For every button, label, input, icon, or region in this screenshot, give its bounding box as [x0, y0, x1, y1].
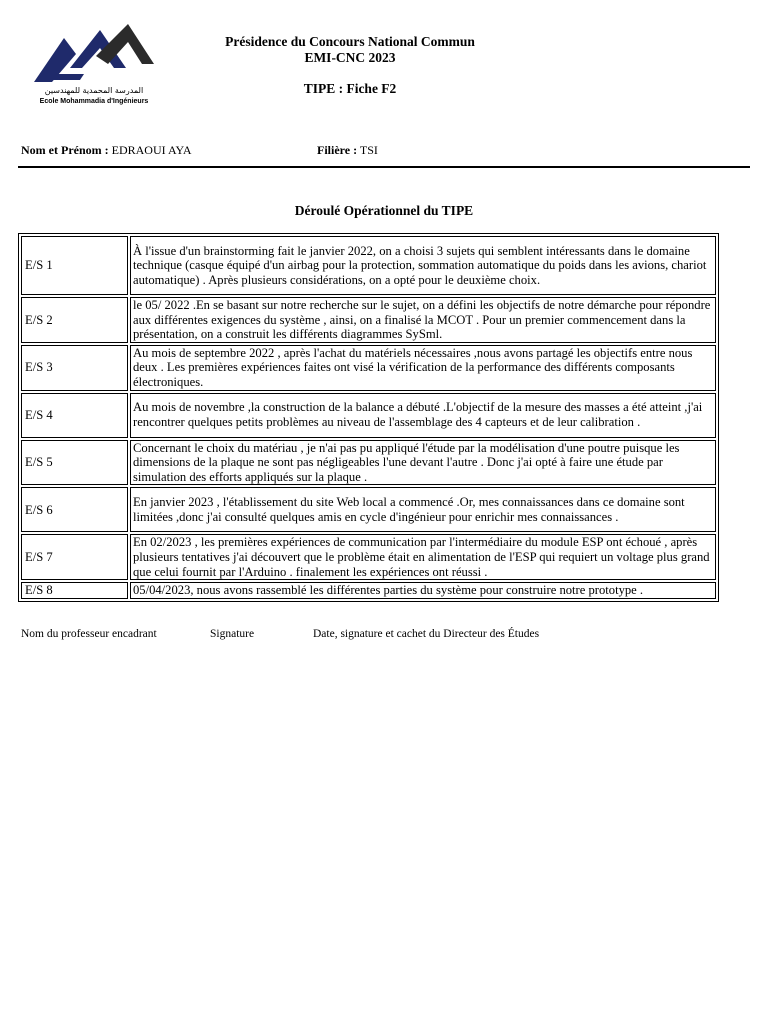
row-text: En janvier 2023 , l'établissement du site Web local a commencé .Or, mes connaissances dans ce domaine sont limitées ,donc j'ai consulté quelques amis en cycle d'ingénieur pour enrichir mes connaissances . — [130, 487, 716, 532]
footer-professor-label: Nom du professeur encadrant — [21, 628, 157, 640]
row-label: E/S 8 — [21, 582, 128, 599]
footer-signature-label: Signature — [210, 628, 255, 640]
logo-french-text: Ecole Mohammadia d'Ingénieurs — [39, 98, 149, 105]
row-text: Au mois de septembre 2022 , après l'achat du matériels nécessaires ,nous avons partagé les objectifs entre nous deux . Les premières expériences faites ont visé la vérification de la performance des différents composants électroniques. — [130, 345, 716, 391]
row-text: Concernant le choix du matériau , je n'ai pas pu appliqué l'étude par la modélisation d'une poutre puisque les dimensions de la plaque ne sont pas négligeables l'une devant l'autre . Donc j'ai opté à faire une étude par simulation des efforts appliqués sur la plaque . — [130, 440, 716, 486]
footer-director-label: Date, signature et cachet du Directeur des Études — [313, 628, 540, 640]
header-form-title: TIPE : Fiche F2 — [303, 81, 397, 96]
emi-logo-icon — [30, 24, 156, 86]
operations-table — [18, 233, 719, 602]
header-divider — [18, 166, 750, 168]
row-label: E/S 6 — [21, 487, 128, 532]
table-row — [21, 534, 716, 580]
school-logo — [26, 22, 158, 112]
row-label: E/S 1 — [21, 236, 128, 295]
table-row — [21, 236, 716, 295]
row-label: E/S 3 — [21, 345, 128, 391]
row-text: En 02/2023 , les premières expériences de communication par l'intermédiaire du module ESP ont échoué , après plusieurs tentatives j'ai découvert que le problème était en alimentation de l'ESP qui requiert un voltage plus grand que celui fournit par l'Arduino . finalement les expériences ont réussi . — [130, 534, 716, 580]
row-text: Au mois de novembre ,la construction de la balance a débuté .L'objectif de la mesure des masses a été atteint ,j'ai rencontrer quelques petits problèmes au niveau de l'assemblage des 4 capteurs et de leur calibration . — [130, 393, 716, 438]
logo-arabic-text: المدرسة المحمدية للمهندسين — [44, 86, 144, 95]
header-title: Présidence du Concours National Commun — [225, 34, 475, 49]
table-row — [21, 582, 716, 599]
row-label: E/S 2 — [21, 297, 128, 343]
section-title: Déroulé Opérationnel du TIPE — [294, 203, 474, 218]
row-label: E/S 5 — [21, 440, 128, 486]
table-row — [21, 297, 716, 343]
student-name — [21, 143, 192, 158]
row-label: E/S 7 — [21, 534, 128, 580]
header-subtitle: EMI-CNC 2023 — [304, 50, 396, 65]
table-row — [21, 393, 716, 438]
filiere-value: TSI — [359, 143, 378, 157]
name-label: Nom et Prénom : — [21, 143, 109, 157]
table-row — [21, 487, 716, 532]
student-filiere — [317, 143, 378, 158]
row-text: le 05/ 2022 .En se basant sur notre recherche sur le sujet, on a défini les objectifs de notre démarche pour répondre aux différentes exigences du système , ainsi, on a finalisé la MCOT . Pour un premier commencement dans la présentation, on a construit les différents diagrammes SySml. — [130, 297, 716, 343]
row-label: E/S 4 — [21, 393, 128, 438]
filiere-label: Filière : — [317, 143, 358, 157]
row-text: 05/04/2023, nous avons rassemblé les différentes parties du système pour construire notre prototype . — [130, 582, 716, 599]
row-text: À l'issue d'un brainstorming fait le janvier 2022, on a choisi 3 sujets qui semblent intéressants dans le domaine technique (casque équipé d'un airbag pour la protection, sommation automatique du poids dans les avions, chariot automatique) . Après plusieurs considérations, on a opté pour le deuxième choix. — [130, 236, 716, 295]
table-row — [21, 345, 716, 391]
table-row — [21, 440, 716, 486]
name-value: EDRAOUI AYA — [111, 143, 192, 157]
